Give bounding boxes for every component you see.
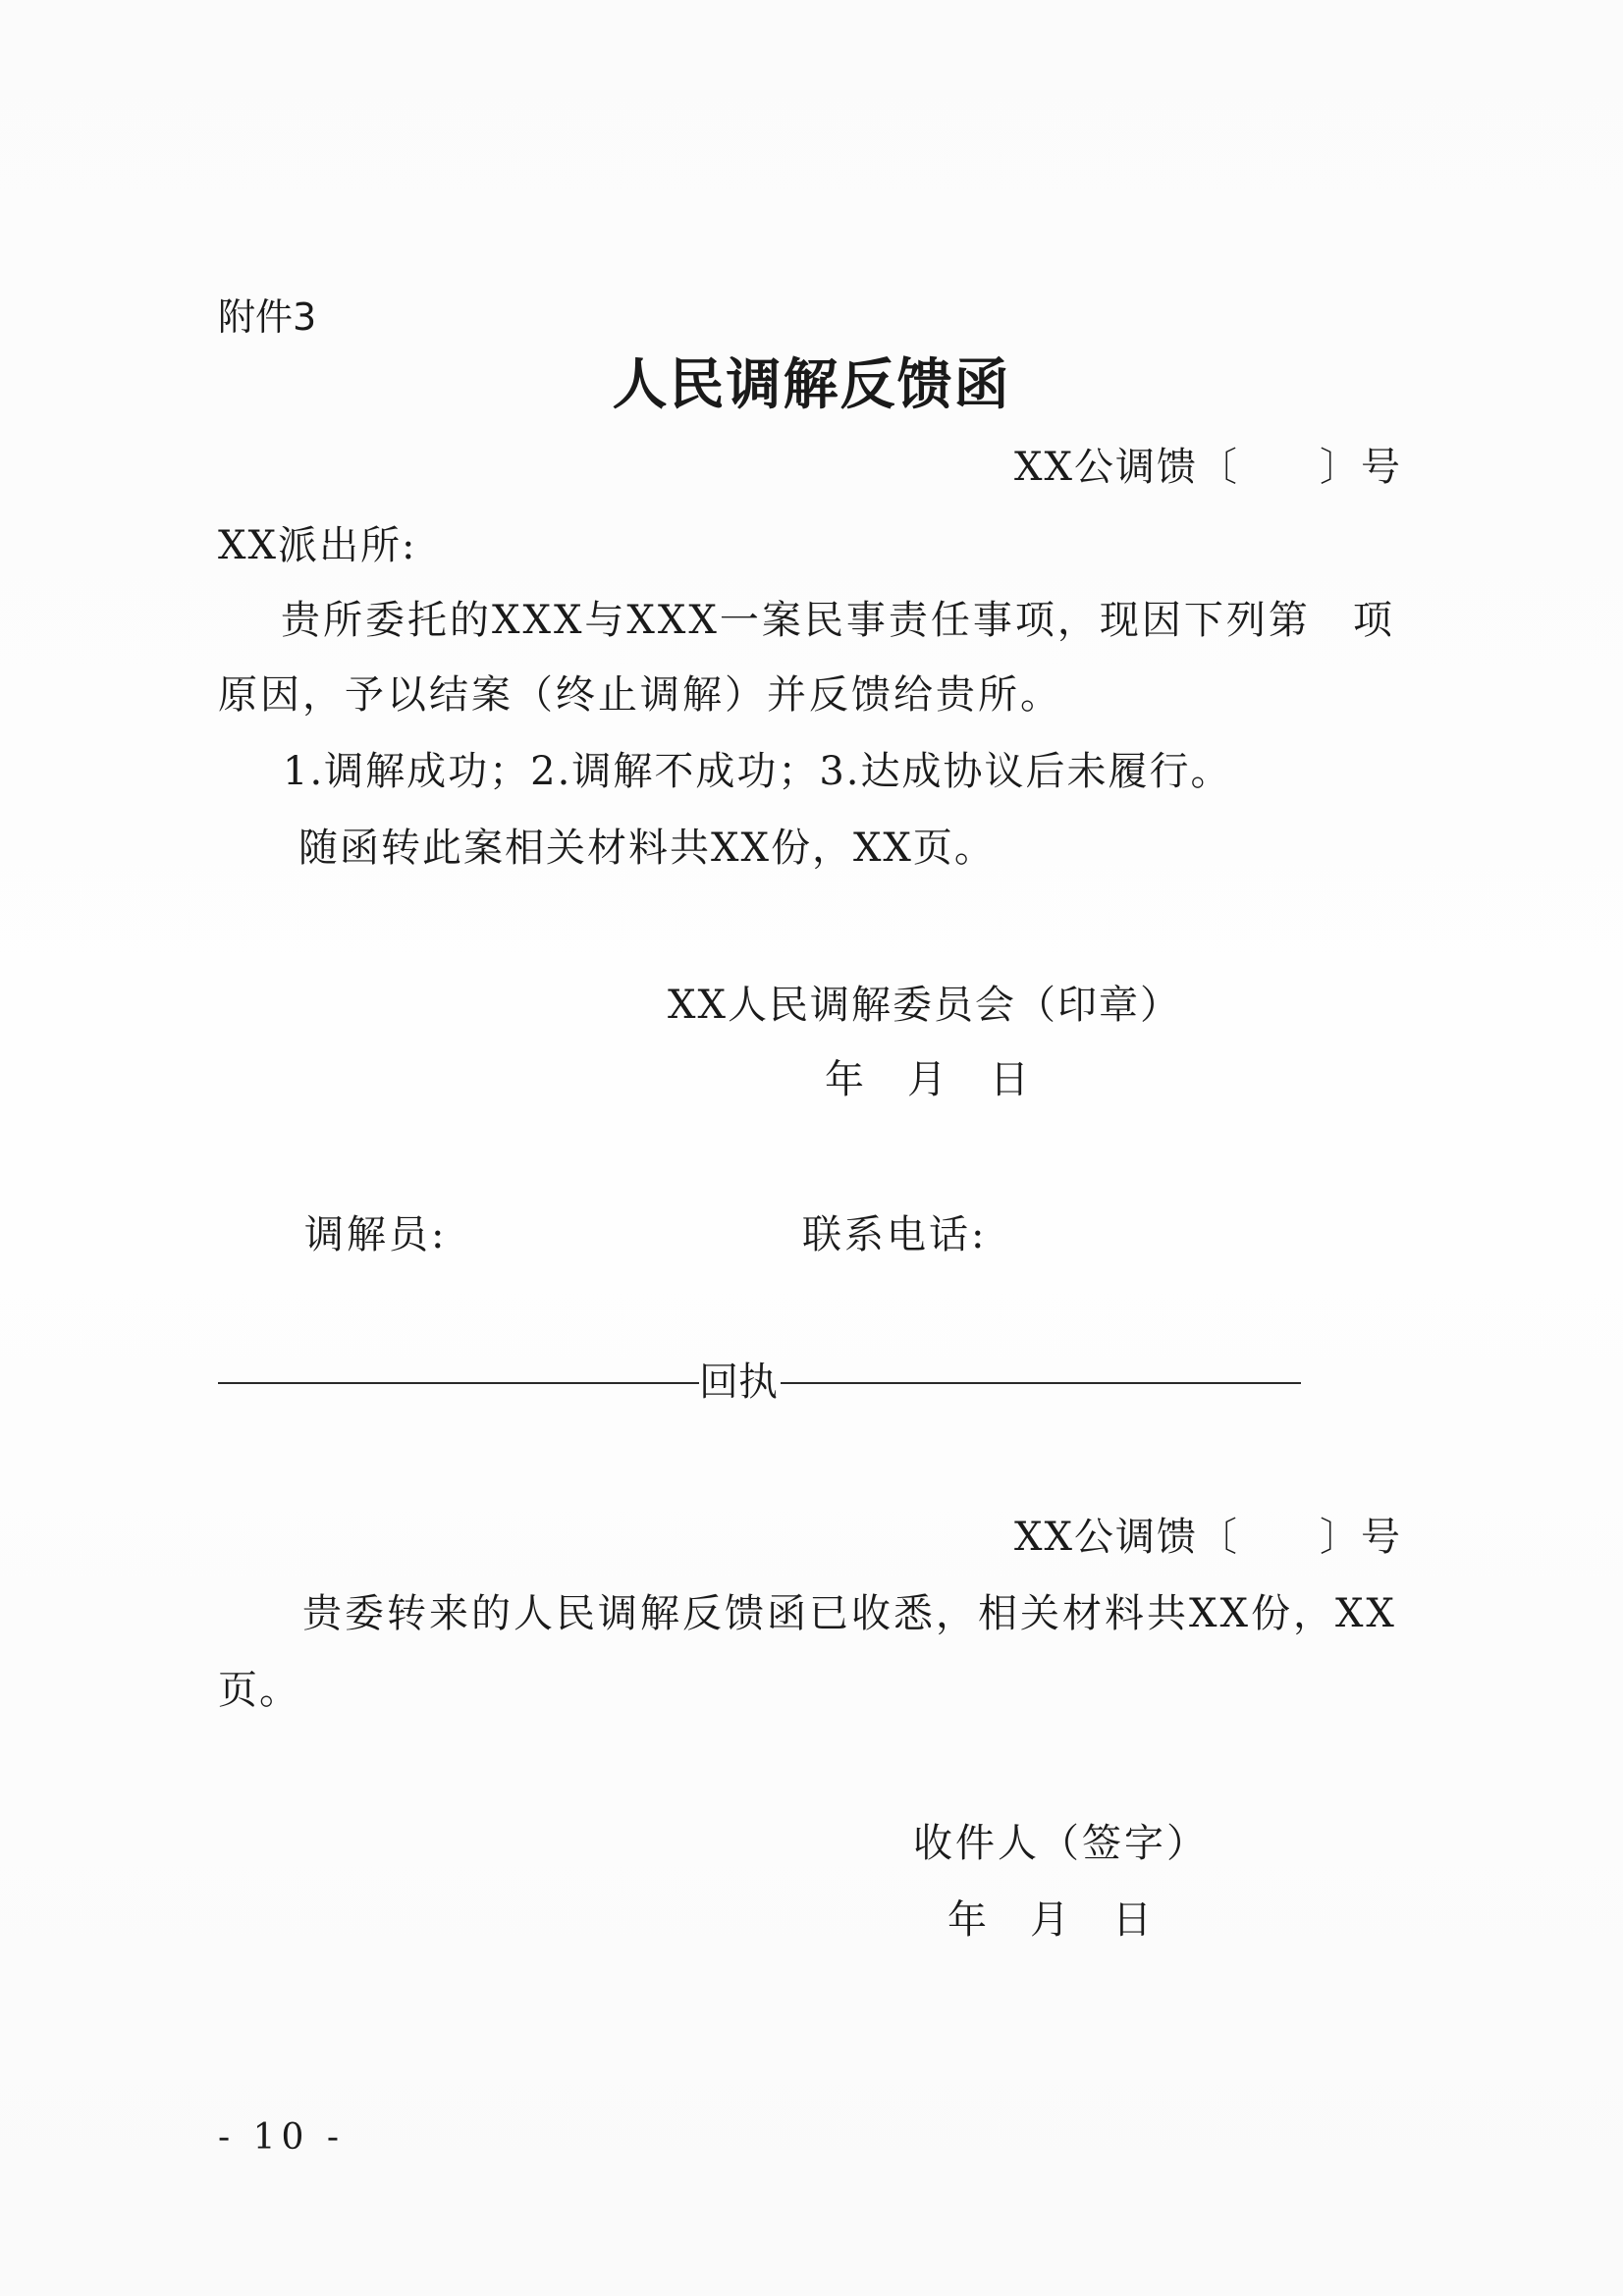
receipt-number-suffix: 〕号: [1320, 1515, 1402, 1560]
document-number-suffix: 〕号: [1320, 445, 1402, 490]
attachment-label: 附件3: [218, 295, 317, 339]
phone-label: 联系电话:: [802, 1212, 988, 1257]
receipt-body-line-2: 页。: [218, 1668, 300, 1713]
document-number: [1014, 440, 1402, 495]
signature-date: 年 月 日: [825, 1057, 1031, 1102]
document-number-prefix: XX公调馈〔: [1014, 445, 1239, 490]
document-title: 人民调解反馈函: [612, 353, 1011, 417]
body-paragraph-line-1: 贵所委托的XXX与XXX一案民事责任事项，现因下列第 项: [281, 598, 1395, 643]
receiver-signature: 收件人（签字）: [913, 1821, 1209, 1866]
reason-options: 1.调解成功；2.调解不成功；3.达成协议后未履行。: [283, 749, 1232, 794]
receipt-body-line-1: 贵委转来的人民调解反馈函已收悉，相关材料共XX份，XX: [302, 1591, 1397, 1636]
enclosure-note: 随函转此案相关材料共XX份，XX页。: [298, 826, 996, 871]
receipt-divider-left: [218, 1382, 699, 1384]
recipient: XX派出所:: [218, 523, 417, 568]
receipt-date: 年 月 日: [947, 1897, 1154, 1943]
receipt-number-prefix: XX公调馈〔: [1014, 1515, 1239, 1560]
committee-signature: XX人民调解委员会（印章）: [668, 983, 1181, 1028]
body-paragraph-line-2: 原因，予以结案（终止调解）并反馈给贵所。: [218, 672, 1062, 718]
mediator-label: 调解员:: [304, 1212, 448, 1257]
receipt-document-number: [1014, 1510, 1402, 1565]
receipt-divider-right: [781, 1382, 1301, 1384]
receipt-label: 回执: [699, 1360, 778, 1405]
page-number: - 10 -: [218, 2117, 346, 2158]
